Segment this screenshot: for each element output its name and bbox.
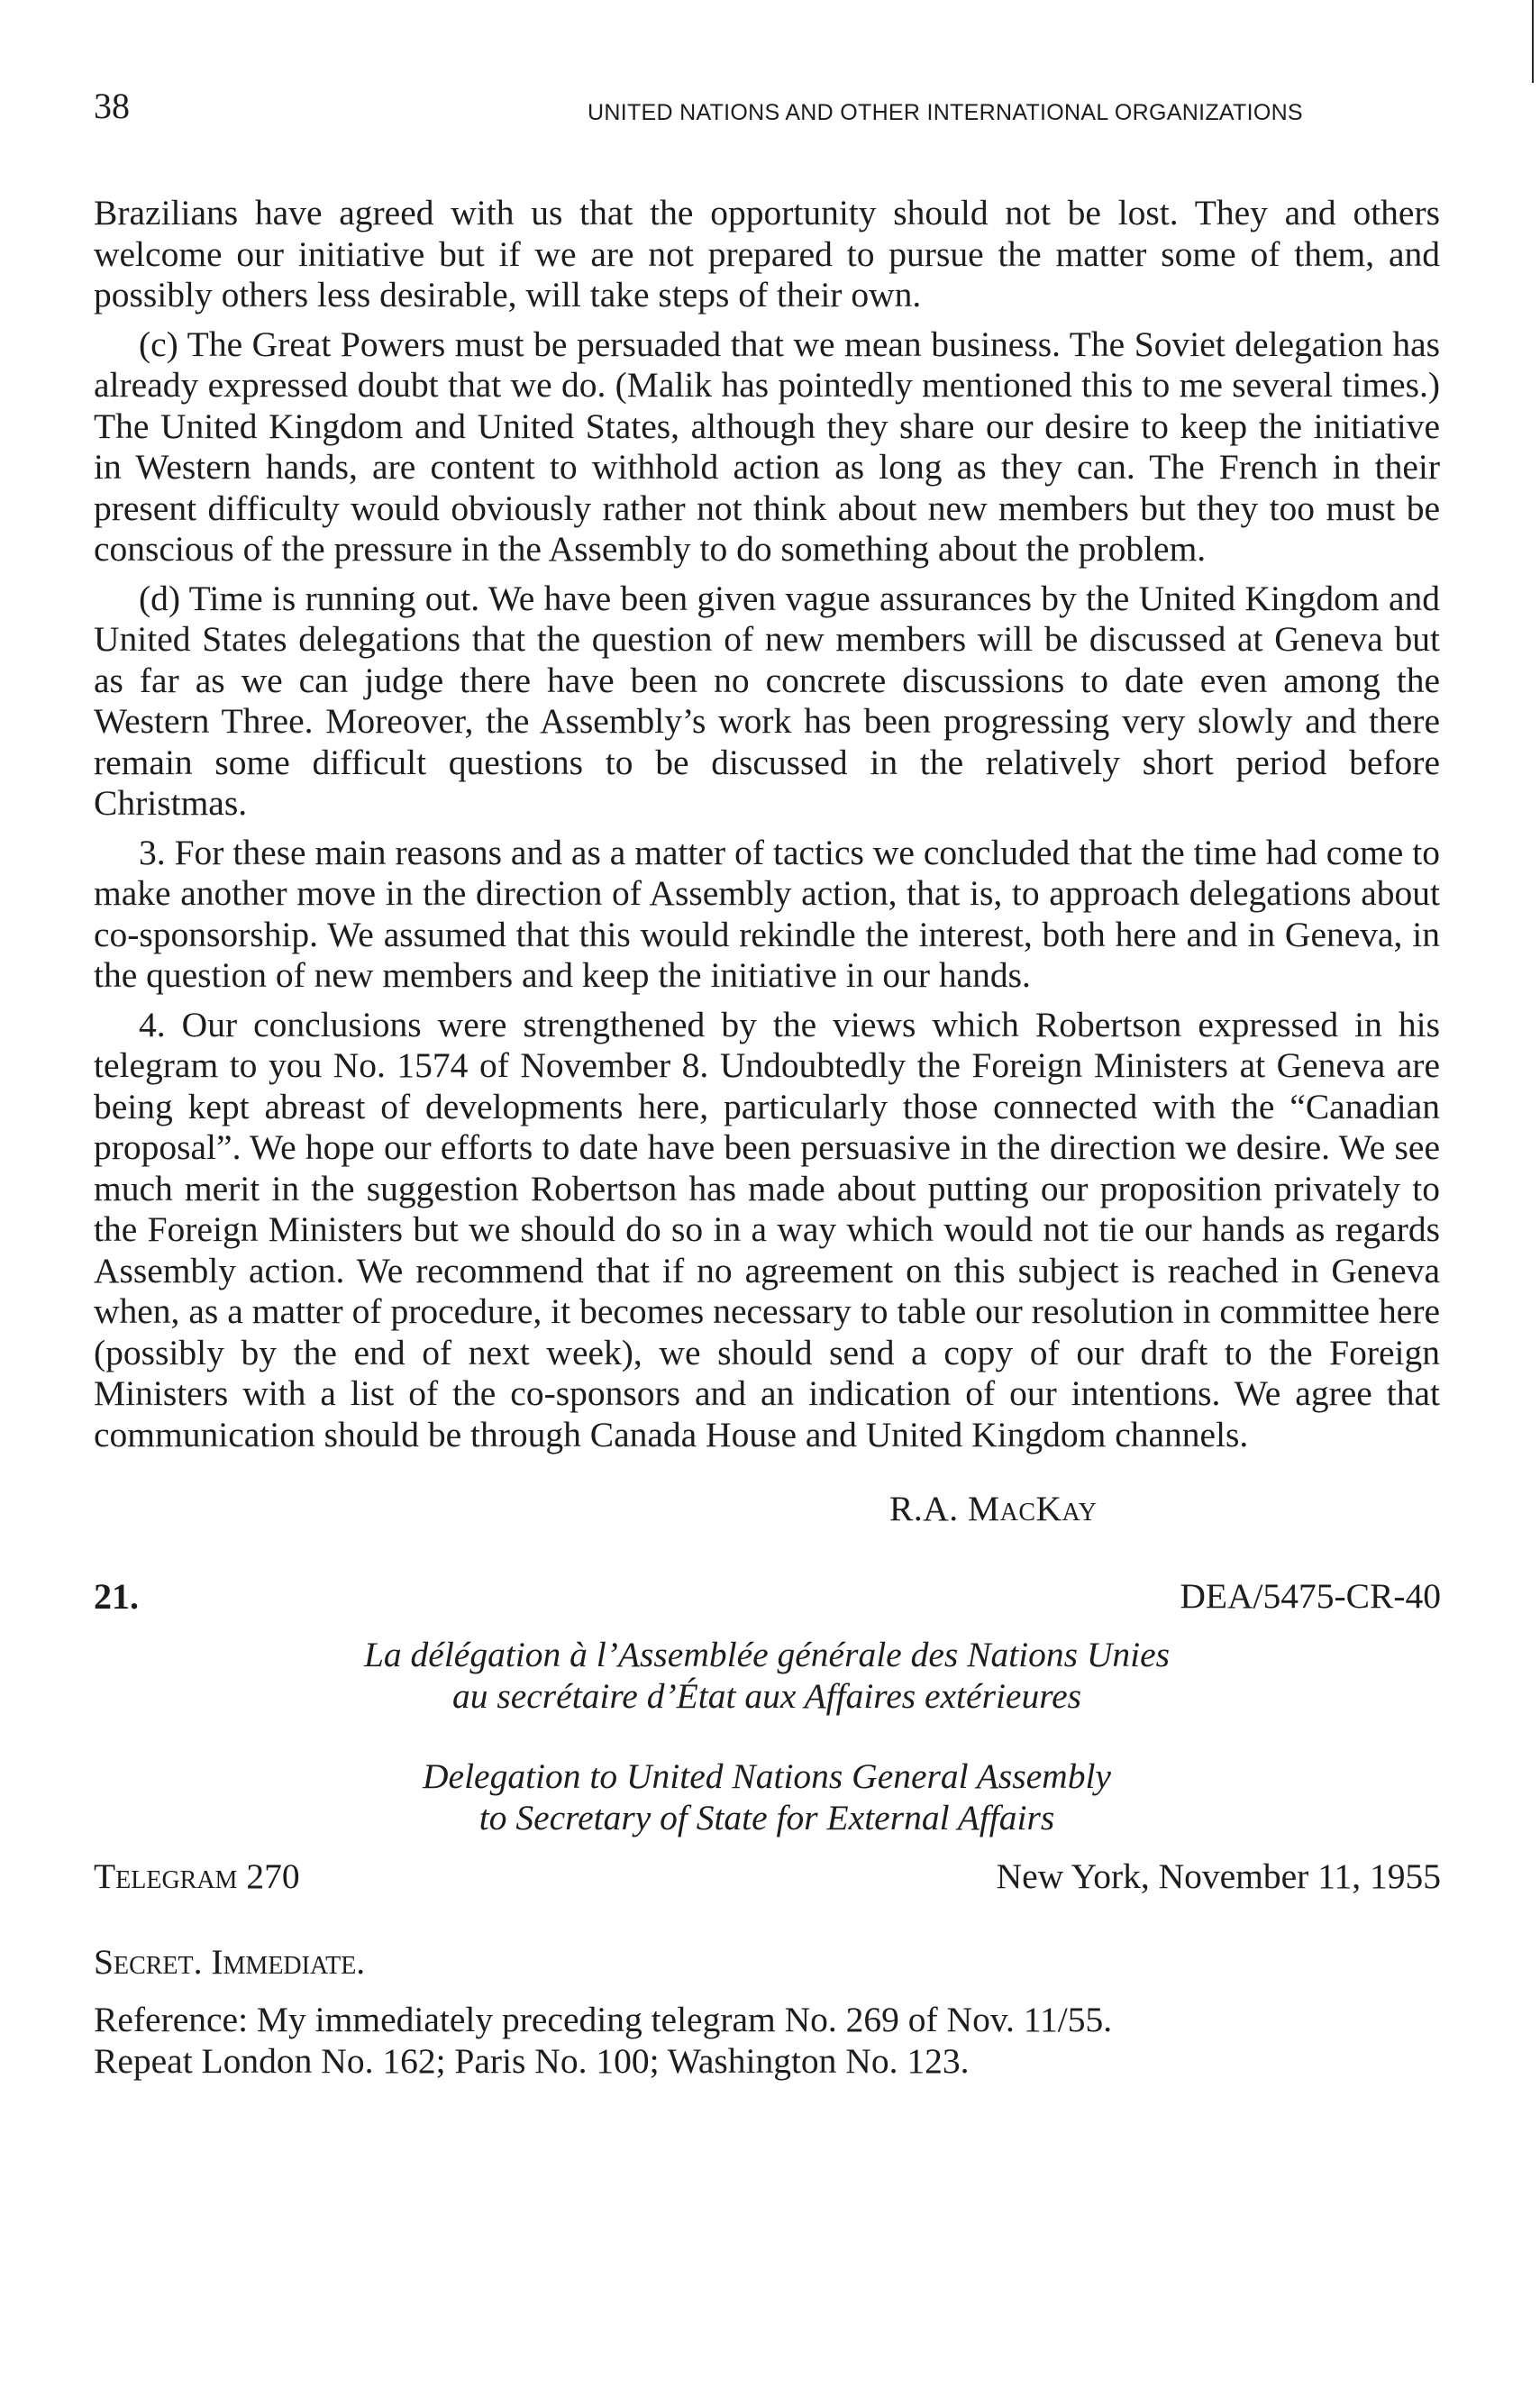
headnote-english: [94, 1755, 1440, 1838]
headnote-english-line-2: to Secretary of State for External Affairs: [478, 1798, 1055, 1837]
headnote-french-line-1: La délégation à l’Assemblée générale des Nations Unies: [363, 1635, 1171, 1674]
document-number: 21.: [94, 1576, 139, 1617]
page-edge-rule: [1532, 0, 1534, 83]
paragraph-d: (d) Time is running out. We have been given vague assurances by the United Kingdom and United States delegations that the question of new members will be discussed at Geneva but as far as we can judge there have been no concrete discussions to date even among the Western Three. Moreover, the Assembly’s work has been progressing very slowly and there remain some difficult questions to be discussed in the relatively short period before Christmas.: [94, 578, 1440, 823]
repeat-line: Repeat London No. 162; Paris No. 100; Washington No. 123.: [94, 2041, 970, 2081]
document-body: [94, 193, 1440, 1463]
page-number: 38: [94, 86, 130, 126]
reference-block: [94, 1999, 1112, 2082]
paragraph-continuation: Brazilians have agreed with us that the opportunity should not be lost. They and others welcome our initiative but if we are not prepared to pursue the matter some of them, and possibly others less desirable, will take steps of their own.: [94, 193, 1440, 315]
headnote-english-line-1: Delegation to United Nations General Assembly: [423, 1756, 1111, 1796]
telegram-label: Telegram 270: [94, 1856, 300, 1896]
running-header: UNITED NATIONS AND OTHER INTERNATIONAL ORGANIZATIONS: [588, 100, 1303, 125]
place-date: New York, November 11, 1955: [996, 1856, 1441, 1896]
reference-line: Reference: My immediately preceding telegram No. 269 of Nov. 11/55.: [94, 2000, 1113, 2039]
signature: R.A. MacKay: [889, 1489, 1098, 1528]
paragraph-4: 4. Our conclusions were strengthened by the views which Robertson expressed in his telegram to you No. 1574 of November 8. Undoubtedly the Foreign Ministers at Geneva are being kept abreast of developments here, particularly those connected with the “Canadian proposal”. We hope our efforts to date have been persuasive in the direction we desire. We see much merit in the suggestion Robertson has made about putting our proposition privately to the Foreign Ministers but we should do so in a way which would not tie our hands as regards Assembly action. We recommend that if no agreement on this subject is reached in Geneva when, as a matter of procedure, it becomes necessary to table our resolution in committee here (possibly by the end of next week), we should send a copy of our draft to the Foreign Ministers with a list of the co-sponsors and an indication of our intentions. We agree that communication should be through Canada House and United Kingdom channels.: [94, 1004, 1440, 1454]
headnote-french: [94, 1634, 1440, 1717]
paragraph-3: 3. For these main reasons and as a matter of tactics we concluded that the time had come to make another move in the direction of Assembly action, that is, to approach delegations about co-sponsorship. We assumed that this would rekindle the interest, both here and in Geneva, in the question of new members and keep the initiative in our hands.: [94, 832, 1440, 995]
document-reference: DEA/5475-CR-40: [1180, 1576, 1441, 1616]
headnote-french-line-2: au secrétaire d’État aux Affaires extérieures: [451, 1676, 1082, 1716]
security-classification: Secret. Immediate.: [94, 1942, 366, 1982]
paragraph-c: (c) The Great Powers must be persuaded that we mean business. The Soviet delegation has already expressed doubt that we do. (Malik has pointedly mentioned this to me several times.) The United Kingdom and United States, although they share our desire to keep the initiative in Western hands, are content to withhold action as long as they can. The French in their present difficulty would obviously rather not think about new members but they too must be conscious of the pressure in the Assembly to do something about the problem.: [94, 324, 1440, 569]
